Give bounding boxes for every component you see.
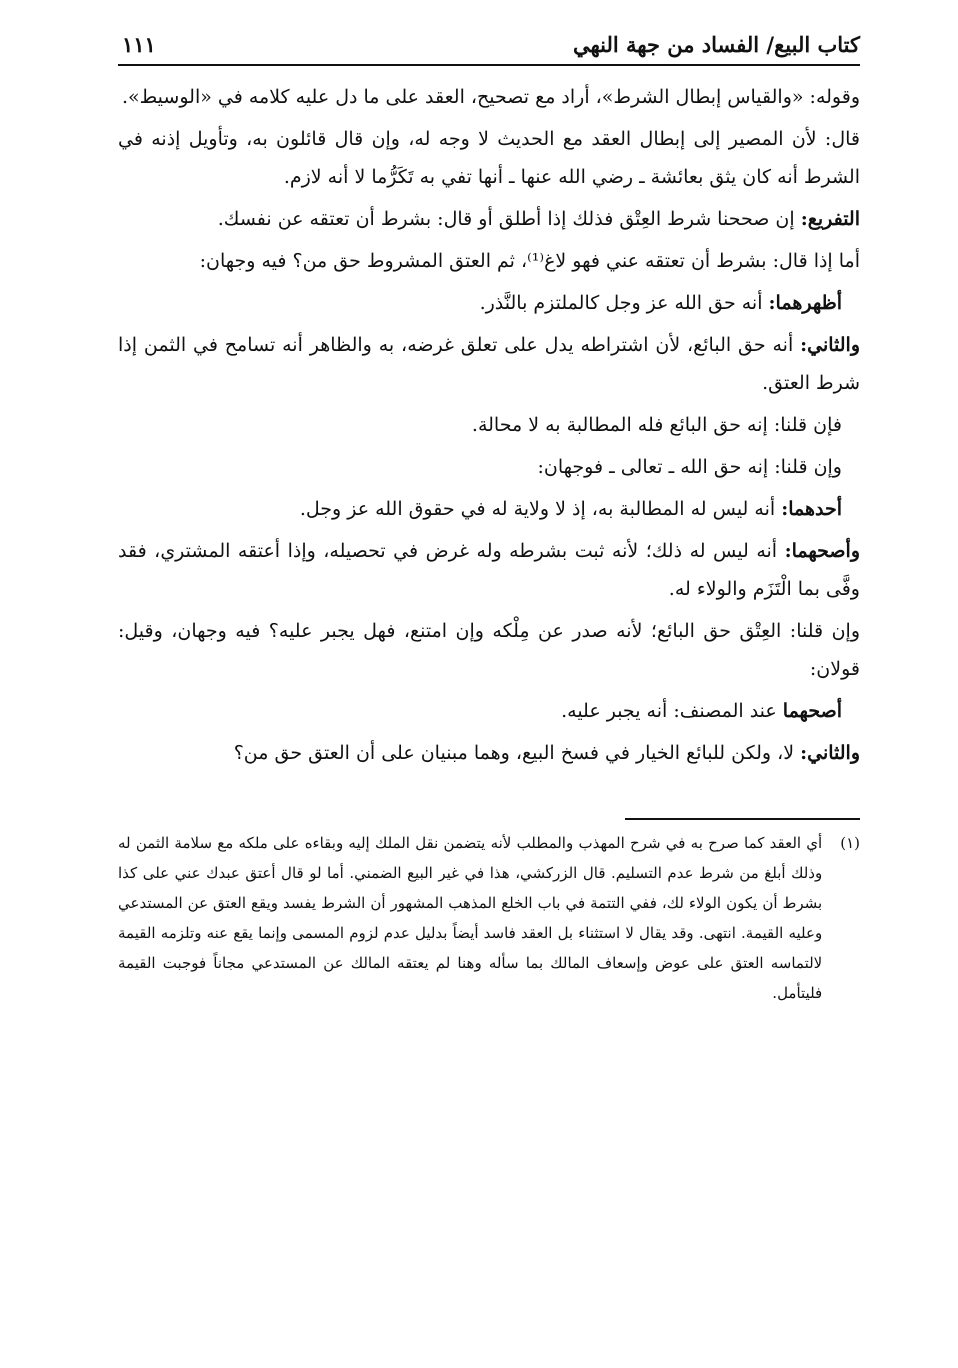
paragraph-lead: وأصحهما: (784, 540, 860, 562)
paragraph-2 (118, 120, 860, 196)
main-text (118, 78, 860, 772)
paragraph-text: لا، ولكن للبائع الخيار في فسخ البيع، وهما مبنيان على أن العتق حق من؟ (233, 742, 801, 764)
book-page (118, 30, 860, 1368)
paragraph-text: إن صححنا شرط العِتْق فذلك إذا أطلق أو قال: بشرط أن تعتقه عن نفسك. (217, 208, 801, 230)
paragraph-11 (118, 612, 860, 688)
paragraph-lead: أحدهما: (781, 498, 842, 520)
footnote-divider (625, 818, 860, 820)
paragraph-text: وقوله: «والقياس إبطال الشرط»، أراد مع تصحيح، العقد على ما دل عليه كلامه في «الوسيط». (121, 86, 860, 108)
paragraph-text: قال: لأن المصير إلى إبطال العقد مع الحديث لا وجه له، وإن قال قائلون به، وتأويل إذنه في الشرط أنه كان يثق بعائشة ـ رضي الله عنها ـ أنها تفي به تَكَرُّما لا أنه لازم. (118, 128, 860, 188)
paragraph-1 (118, 78, 860, 116)
paragraph-lead: والثاني: (800, 334, 860, 356)
paragraph-6 (118, 326, 860, 402)
paragraph-lead: والثاني: (800, 742, 860, 764)
paragraph-7 (118, 406, 860, 444)
page-number: ١١١ (122, 32, 156, 57)
footnote (118, 828, 860, 1008)
paragraph-lead: التفريع: (800, 208, 860, 230)
paragraph-13 (118, 734, 860, 772)
paragraph-12 (118, 692, 860, 730)
paragraph-9 (118, 490, 860, 528)
paragraph-text: أنه ليس له ذلك؛ لأنه ثبت بشرطه وله غرض في تحصيله، وإذا أعتقه المشتري، فقد وفَّى بما الْتَزَم والولاء له. (118, 540, 860, 600)
running-header (118, 30, 860, 66)
paragraph-text: أنه ليس له المطالبة به، إذ لا ولاية له في حقوق الله عز وجل. (299, 498, 782, 520)
paragraph-5 (118, 284, 860, 322)
paragraph-10 (118, 532, 860, 608)
footnote-text: أي العقد كما صرح به في شرح المهذب والمطلب لأنه يتضمن نقل الملك إليه وبقاءه على ملكه مع سلامة الثمن له وذلك أبلغ من شرط عدم التسليم. قال الزركشي، هذا في غير البيع الضمني. أما لو قال أعتق عبدك عني على كذا بشرط أن يكون الولاء لك، ففي التتمة في باب الخلع المذهب المشهور أن الشرط يفسد ويقع العتق عن المستدعي وعليه القيمة. انتهى. وقد يقال لا استثناء بل العقد فاسد أيضاً بدليل عدم لزوم المسمى وإنما يقع عنه وتلزمه القيمة لالتماسه العتق على عوض وإسعاف المالك بما سأله وهنا لم يعتقه المالك عن المستدعي مجاناً فوجبت القيمة فليتأمل. (118, 834, 823, 1002)
paragraph-8 (118, 448, 860, 486)
paragraph-text: وإن قلنا: العِتْق حق البائع؛ لأنه صدر عن مِلْكه وإن امتنع، فهل يجبر عليه؟ فيه وجهان، وقيل: قولان: (118, 620, 860, 680)
paragraph-3 (118, 200, 860, 238)
paragraph-text: أما إذا قال: بشرط أن تعتقه عني فهو لاغ⁽¹⁾، ثم العتق المشروط حق من؟ فيه وجهان: (199, 250, 860, 272)
paragraph-text: أنه حق الله عز وجل كالملتزم بالنَّذر. (479, 292, 769, 314)
paragraph-text: وإن قلنا: إنه حق الله ـ تعالى ـ فوجهان: (537, 456, 842, 478)
paragraph-lead: أصحهما (782, 700, 842, 722)
paragraph-text: فإن قلنا: إنه حق البائع فله المطالبة به لا محالة. (471, 414, 842, 436)
paragraph-4 (118, 242, 860, 280)
paragraph-lead: أظهرهما: (768, 292, 842, 314)
chapter-title: كتاب البيع/ الفساد من جهة النهي (572, 32, 860, 57)
footnote-number: (١) (840, 834, 860, 852)
paragraph-text: أنه حق البائع، لأن اشتراطه يدل على تعلق غرضه، به والظاهر أنه تسامح في الثمن إذا شرط العتق. (118, 334, 860, 394)
paragraph-text: عند المصنف: أنه يجبر عليه. (561, 700, 783, 722)
